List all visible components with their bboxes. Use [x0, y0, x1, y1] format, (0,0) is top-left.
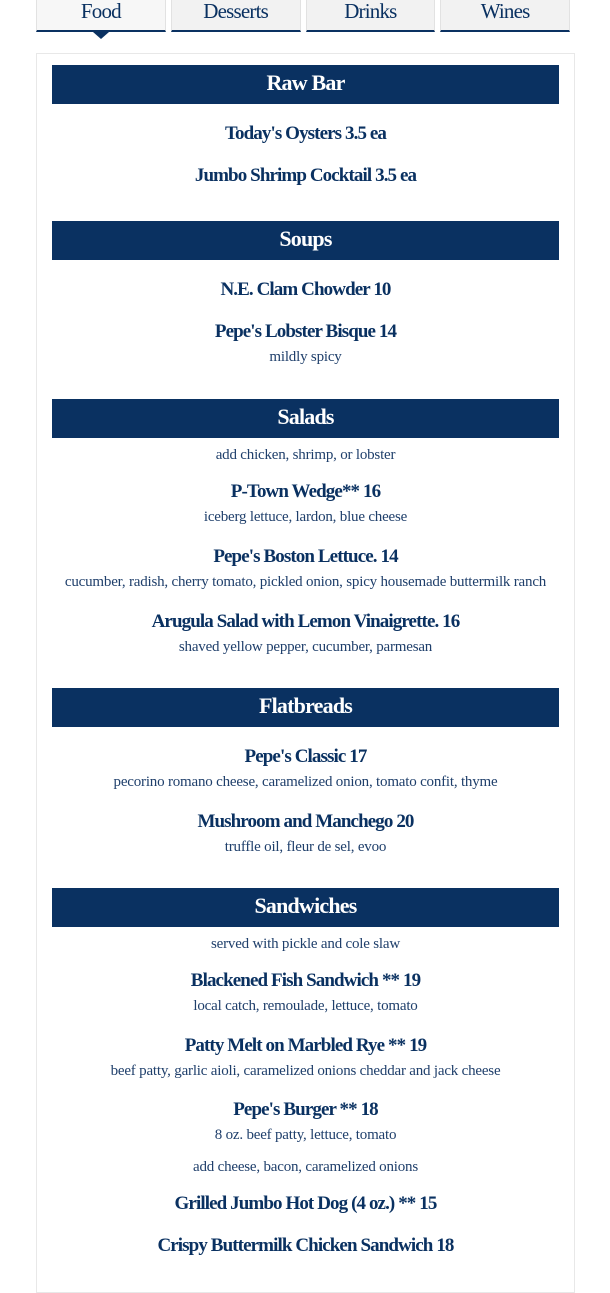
- tab-food[interactable]: [36, 0, 166, 32]
- menu-item-description: mildly spicy: [269, 349, 342, 365]
- menu-item-name: Grilled Jumbo Hot Dog (4 oz.) ** 15: [174, 1193, 437, 1214]
- menu-item-name: Pepe's Lobster Bisque 14: [214, 321, 397, 342]
- tab-desserts-label: Desserts: [203, 0, 268, 23]
- menu-item-name: Jumbo Shrimp Cocktail 3.5 ea: [194, 165, 417, 186]
- menu-item-name: Crispy Buttermilk Chicken Sandwich 18: [157, 1235, 454, 1256]
- menu-tabs: [36, 0, 570, 34]
- food-menu-panel: [36, 53, 575, 1293]
- menu-item-description: beef patty, garlic aioli, caramelized onions cheddar and jack cheese: [110, 1063, 501, 1079]
- tab-wines-label: Wines: [480, 0, 530, 23]
- tab-drinks[interactable]: [306, 0, 436, 32]
- section-salads: [52, 399, 559, 656]
- menu-item-name: Today's Oysters 3.5 ea: [224, 123, 387, 144]
- section-note: add chicken, shrimp, or lobster: [215, 447, 396, 463]
- section-header: Soups: [52, 221, 559, 260]
- section-flatbreads: [52, 688, 559, 856]
- menu-item-description: cucumber, radish, cherry tomato, pickled onion, spicy housemade buttermilk ranch: [64, 574, 547, 590]
- menu-item-description: iceberg lettuce, lardon, blue cheese: [203, 509, 408, 525]
- section-sandwiches: [52, 888, 559, 1257]
- menu-item-name: Blackened Fish Sandwich ** 19: [190, 970, 421, 991]
- menu-item-name: Arugula Salad with Lemon Vinaigrette. 16: [151, 611, 460, 632]
- tab-drinks-label: Drinks: [344, 0, 397, 23]
- active-tab-caret-icon: [93, 32, 109, 39]
- menu-item-name: Mushroom and Manchego 20: [197, 811, 414, 832]
- menu-item-description: shaved yellow pepper, cucumber, parmesan: [178, 639, 433, 655]
- tab-desserts[interactable]: [171, 0, 301, 32]
- section-header: Salads: [52, 399, 559, 438]
- menu-item-name: N.E. Clam Chowder 10: [220, 279, 391, 300]
- menu-item-name: Pepe's Classic 17: [244, 746, 367, 767]
- section-note: served with pickle and cole slaw: [211, 936, 400, 952]
- tab-wines[interactable]: [440, 0, 570, 32]
- tab-food-label: Food: [80, 0, 121, 23]
- section-soups: [52, 221, 559, 366]
- menu-item-name: Pepe's Boston Lettuce. 14: [213, 546, 398, 567]
- menu-item-name: Patty Melt on Marbled Rye ** 19: [184, 1035, 427, 1056]
- menu-item-addon-note: add cheese, bacon, caramelized onions: [193, 1159, 418, 1175]
- menu-item-name: Pepe's Burger ** 18: [233, 1099, 378, 1120]
- section-raw-bar: [52, 65, 559, 187]
- menu-item-description: pecorino romano cheese, caramelized onion, tomato confit, thyme: [113, 774, 498, 790]
- menu-item-description: truffle oil, fleur de sel, evoo: [224, 839, 387, 855]
- section-header: Raw Bar: [52, 65, 559, 104]
- menu-item-description: 8 oz. beef patty, lettuce, tomato: [214, 1127, 397, 1143]
- section-header: Sandwiches: [52, 888, 559, 927]
- menu-item-description: local catch, remoulade, lettuce, tomato: [193, 998, 418, 1014]
- section-header: Flatbreads: [52, 688, 559, 727]
- menu-item-name: P-Town Wedge** 16: [230, 481, 381, 502]
